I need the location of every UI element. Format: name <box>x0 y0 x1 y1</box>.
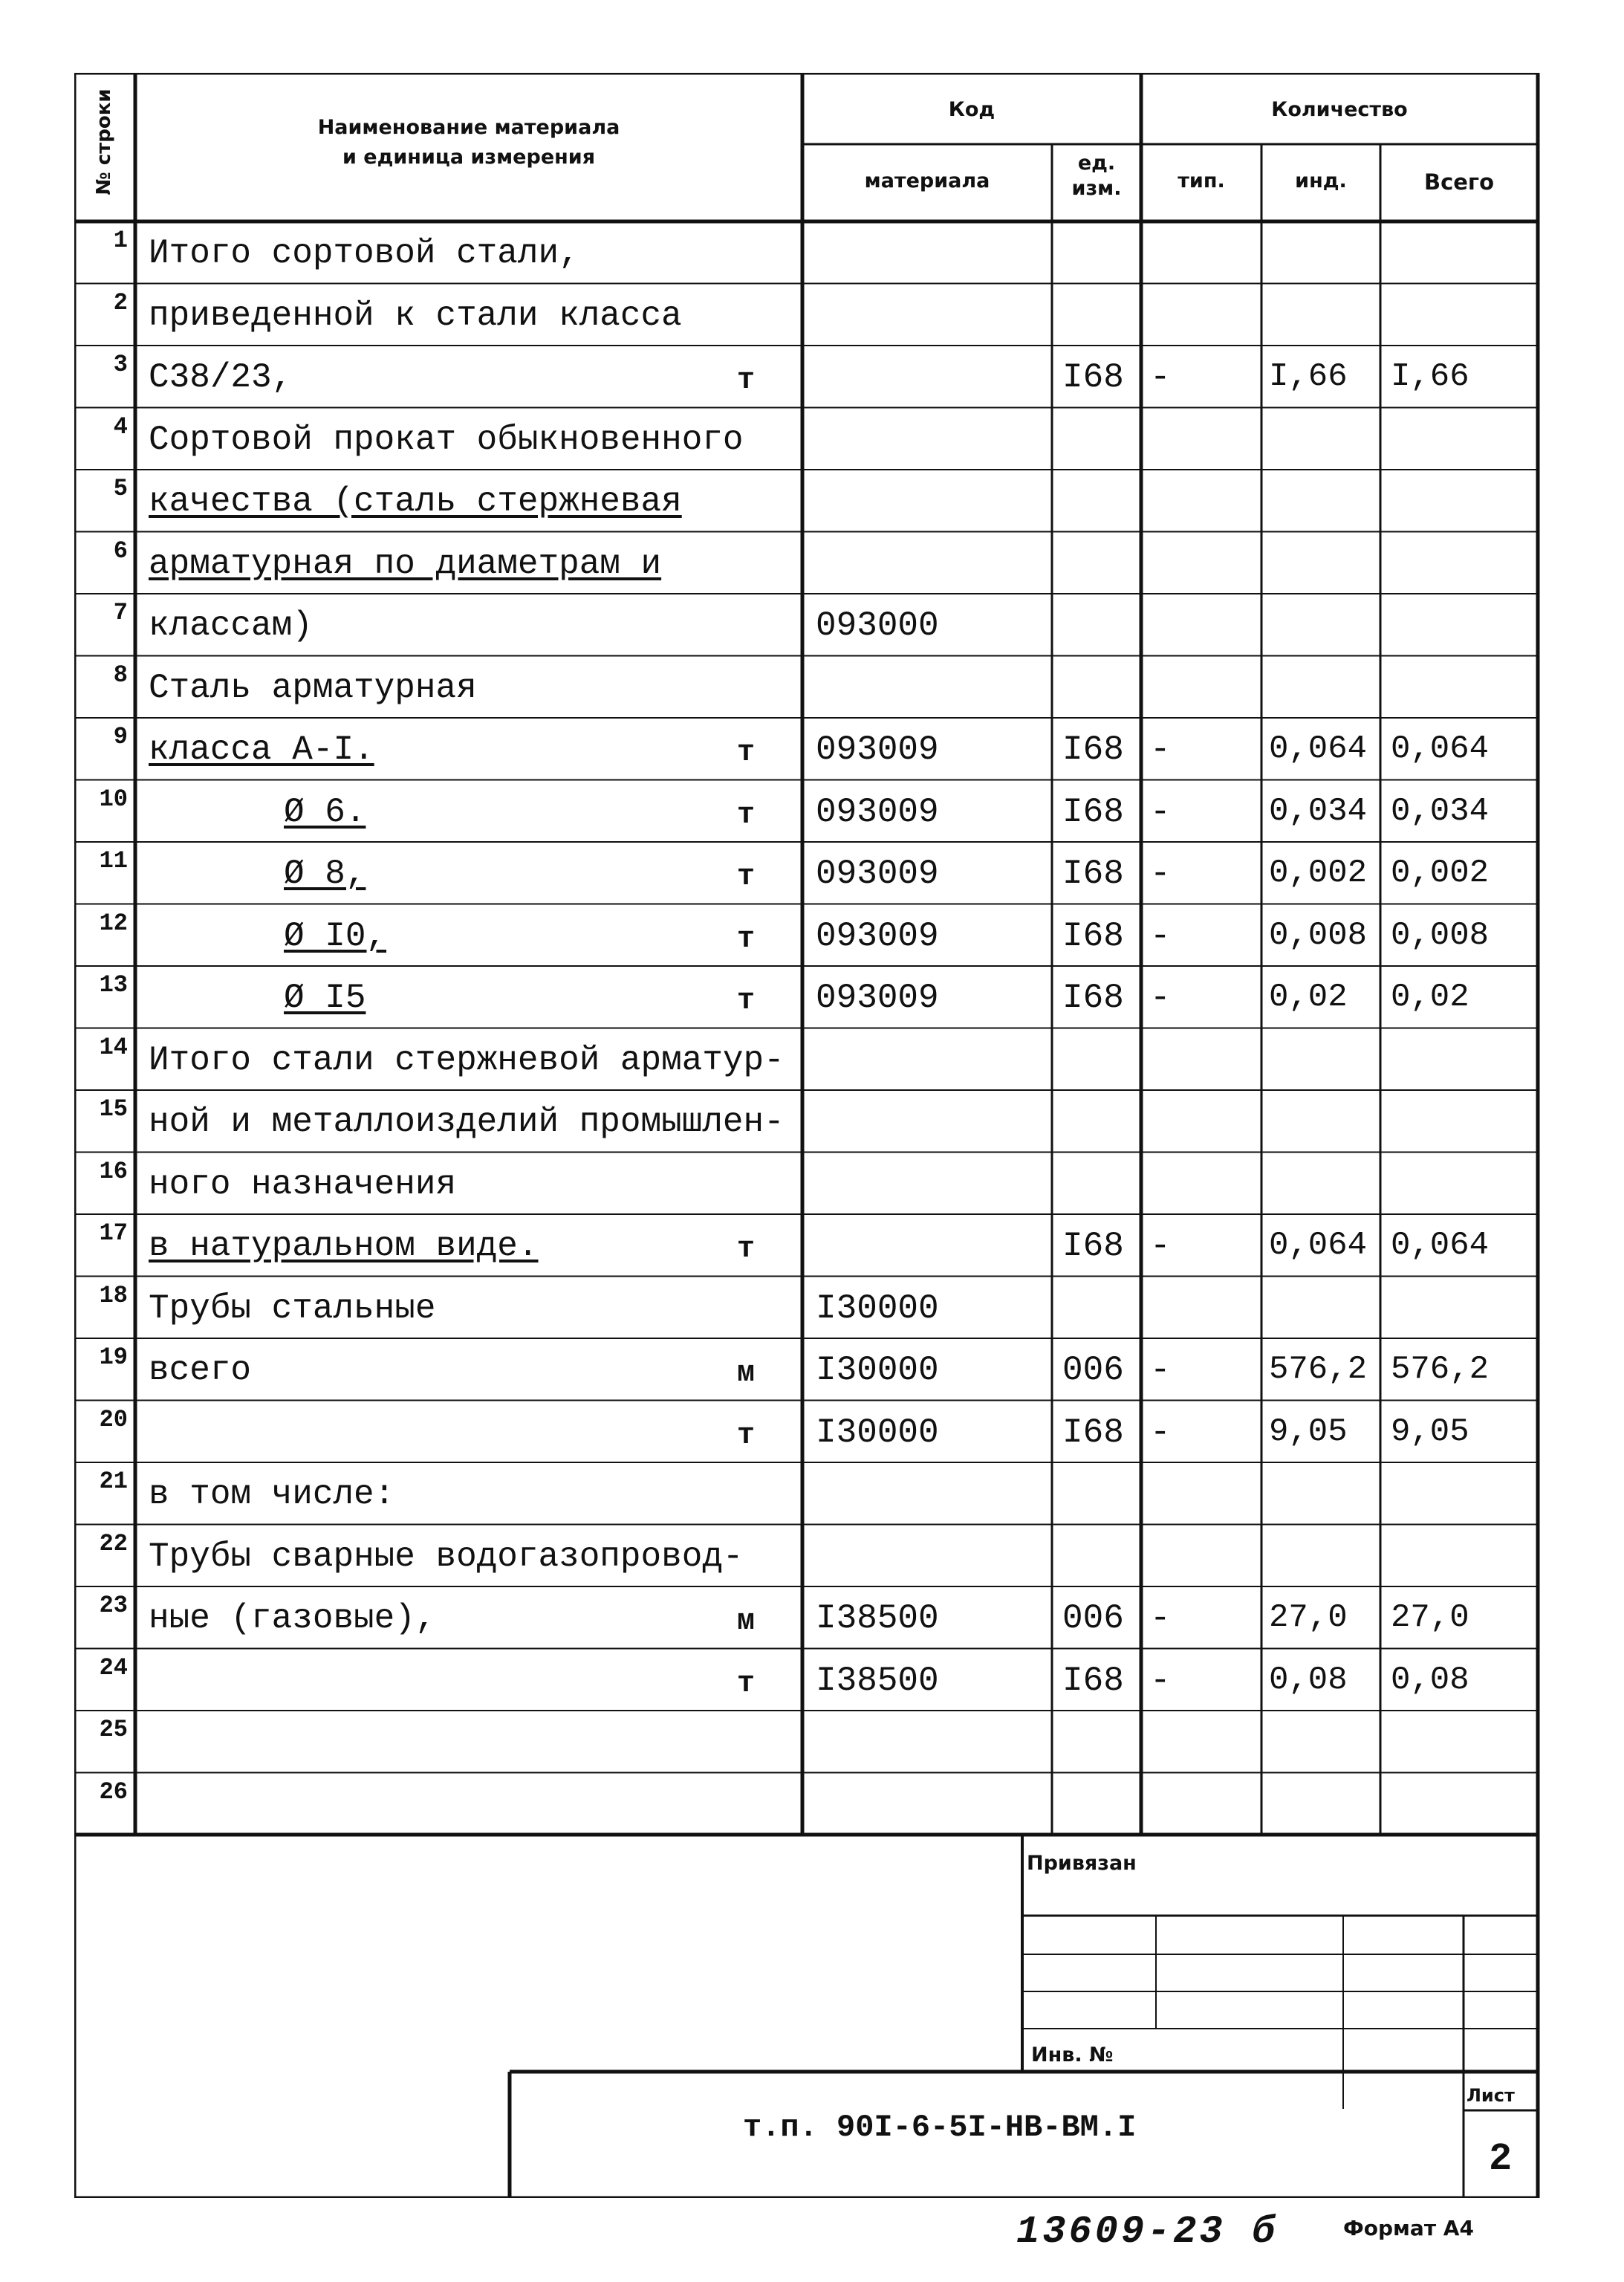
unit-code: 006 <box>1062 1599 1124 1638</box>
qty-typical: - <box>1150 855 1171 893</box>
unit-code: I68 <box>1062 1413 1124 1452</box>
unit-code: 006 <box>1062 1351 1124 1390</box>
row-number: 22 <box>99 1529 128 1557</box>
format-label: Формат А4 <box>1343 2216 1474 2240</box>
row-number: 8 <box>113 661 128 689</box>
material-name: Ø I0, <box>284 916 387 956</box>
qty-typical: - <box>1150 792 1171 832</box>
material-code: 093009 <box>816 979 939 1017</box>
code-unit-header-l1: ед. <box>1077 152 1116 175</box>
row-number: 20 <box>99 1405 128 1433</box>
qty-individual: 0,008 <box>1269 916 1368 954</box>
qty-typical: - <box>1150 358 1171 397</box>
row-number-header: № строки <box>93 88 115 195</box>
qty-total: 0,008 <box>1391 916 1490 954</box>
unit-of-measure: т <box>737 1419 756 1453</box>
unit-code: I68 <box>1062 1661 1124 1700</box>
unit-of-measure: м <box>737 1605 756 1638</box>
material-name: Итого стали стержневой арматур- <box>149 1040 785 1080</box>
unit-code: I68 <box>1062 730 1124 769</box>
unit-code: I68 <box>1062 979 1124 1017</box>
material-name: Ø 6. <box>284 792 366 832</box>
row-number: 18 <box>99 1281 128 1309</box>
unit-of-measure: т <box>737 985 756 1018</box>
material-name: Сортовой прокат обыкновенного <box>149 420 744 459</box>
qty-typical: - <box>1150 1599 1171 1638</box>
material-name: приведенной к стали класса <box>149 296 682 335</box>
unit-code: I68 <box>1062 1227 1124 1265</box>
qty-total: 0,08 <box>1391 1661 1469 1699</box>
unit-of-measure: т <box>737 736 756 770</box>
qty-individual: 0,034 <box>1269 792 1368 830</box>
qty-total: 0,034 <box>1391 792 1490 830</box>
row-number: 13 <box>99 971 128 999</box>
code-material-header: материала <box>864 169 990 192</box>
material-code: I38500 <box>816 1599 939 1638</box>
row-number: 5 <box>113 475 128 502</box>
unit-code: I68 <box>1062 792 1124 832</box>
row-number: 21 <box>99 1468 128 1495</box>
qty-individual: 27,0 <box>1269 1599 1348 1636</box>
qty-typ-header: тип. <box>1178 169 1225 192</box>
unit-of-measure: т <box>737 860 756 894</box>
material-name: ного назначения <box>149 1164 457 1204</box>
qty-individual: 0,02 <box>1269 979 1348 1016</box>
material-name: арматурная по диаметрам и <box>149 544 662 583</box>
row-number: 1 <box>113 227 128 254</box>
material-name: класса А-I. <box>149 730 374 769</box>
row-number: 14 <box>99 1033 128 1061</box>
material-name: С38/23, <box>149 358 293 397</box>
row-number: 4 <box>113 412 128 441</box>
qty-typical: - <box>1150 979 1171 1017</box>
qty-typical: - <box>1150 730 1171 769</box>
material-name: ные (газовые), <box>149 1599 436 1638</box>
material-code: I30000 <box>816 1289 939 1328</box>
qty-typical: - <box>1150 1413 1171 1452</box>
material-code: I30000 <box>816 1351 939 1390</box>
row-number: 25 <box>99 1716 128 1743</box>
qty-total: I,66 <box>1391 358 1469 395</box>
material-name: качества (сталь стержневая <box>149 482 682 521</box>
material-name: классам) <box>149 606 313 645</box>
qty-typical: - <box>1150 1661 1171 1700</box>
qty-individual: 0,064 <box>1269 1227 1368 1264</box>
qty-individual: 0,08 <box>1269 1661 1348 1699</box>
row-number: 12 <box>99 909 128 937</box>
unit-of-measure: т <box>737 922 756 956</box>
row-number: 3 <box>113 351 128 378</box>
material-code: 093000 <box>816 606 939 645</box>
qty-individual: I,66 <box>1269 358 1348 395</box>
qty-total: 0,064 <box>1391 730 1490 768</box>
qty-total: 9,05 <box>1391 1413 1469 1450</box>
material-name: Итого сортовой стали, <box>149 234 579 273</box>
row-number: 24 <box>99 1653 128 1682</box>
qty-individual: 576,2 <box>1269 1351 1368 1388</box>
unit-code: I68 <box>1062 855 1124 893</box>
qty-total: 27,0 <box>1391 1599 1469 1636</box>
code-unit-header-l2: изм. <box>1071 177 1122 200</box>
row-number: 16 <box>99 1157 128 1185</box>
material-code: 093009 <box>816 855 939 893</box>
material-name: Ø I5 <box>284 979 366 1017</box>
qty-total-header: Всего <box>1423 169 1495 195</box>
row-number: 11 <box>99 847 128 875</box>
material-code: 093009 <box>816 792 939 832</box>
unit-code: I68 <box>1062 358 1124 397</box>
material-code: 093009 <box>816 916 939 956</box>
row-number: 7 <box>113 599 128 626</box>
row-number: 9 <box>113 723 128 751</box>
material-code: 093009 <box>816 730 939 769</box>
material-name: Трубы сварные водогазопровод- <box>149 1537 744 1576</box>
qty-total: 0,02 <box>1391 979 1469 1016</box>
material-name: в натуральном виде. <box>149 1227 539 1265</box>
sheet-label: Лист <box>1467 2085 1515 2106</box>
unit-of-measure: т <box>737 364 756 398</box>
material-name: в том числе: <box>149 1475 395 1514</box>
unit-code: I68 <box>1062 916 1124 956</box>
qty-total: 0,002 <box>1391 855 1490 892</box>
code-header: Код <box>948 98 995 121</box>
material-name: всего <box>149 1351 252 1390</box>
material-name: Трубы стальные <box>149 1289 436 1328</box>
unit-of-measure: м <box>737 1357 756 1390</box>
document-code: т.п. 90I-6-5I-НВ-ВМ.I <box>743 2110 1137 2145</box>
material-code: I30000 <box>816 1413 939 1452</box>
qty-typical: - <box>1150 1227 1171 1265</box>
unit-of-measure: т <box>737 798 756 832</box>
name-header-line1: Наименование материала <box>317 116 620 139</box>
row-number: 26 <box>99 1777 128 1806</box>
stamp-bound-label: Привязан <box>1027 1852 1137 1875</box>
spec-sheet <box>74 73 1542 2254</box>
row-number: 23 <box>99 1592 128 1619</box>
handwritten-archive-number: 13609-23 б <box>1016 2210 1279 2254</box>
unit-of-measure: т <box>737 1233 756 1266</box>
name-header-line2: и единица измерения <box>342 146 596 169</box>
material-code: I38500 <box>816 1661 939 1700</box>
material-name: Ø 8, <box>284 855 366 893</box>
qty-individual: 0,002 <box>1269 855 1368 892</box>
sheet-number: 2 <box>1489 2137 1513 2181</box>
row-number: 2 <box>113 288 128 317</box>
stamp-inv-label: Инв. № <box>1031 2043 1114 2067</box>
qty-total: 576,2 <box>1391 1351 1490 1388</box>
row-number: 10 <box>99 785 128 813</box>
unit-of-measure: т <box>737 1667 756 1701</box>
qty-total: 0,064 <box>1391 1227 1490 1264</box>
quantity-header: Количество <box>1271 98 1408 121</box>
row-number: 17 <box>99 1219 128 1247</box>
row-number: 19 <box>99 1343 128 1371</box>
qty-typical: - <box>1150 916 1171 956</box>
row-number: 6 <box>113 537 128 565</box>
qty-individual: 0,064 <box>1269 730 1368 768</box>
row-number: 15 <box>99 1095 128 1123</box>
qty-individual: 9,05 <box>1269 1413 1348 1450</box>
qty-typical: - <box>1150 1351 1171 1390</box>
material-name: ной и металлоизделий промышлен- <box>149 1103 785 1141</box>
qty-ind-header: инд. <box>1295 169 1347 192</box>
material-name: Сталь арматурная <box>149 668 477 707</box>
